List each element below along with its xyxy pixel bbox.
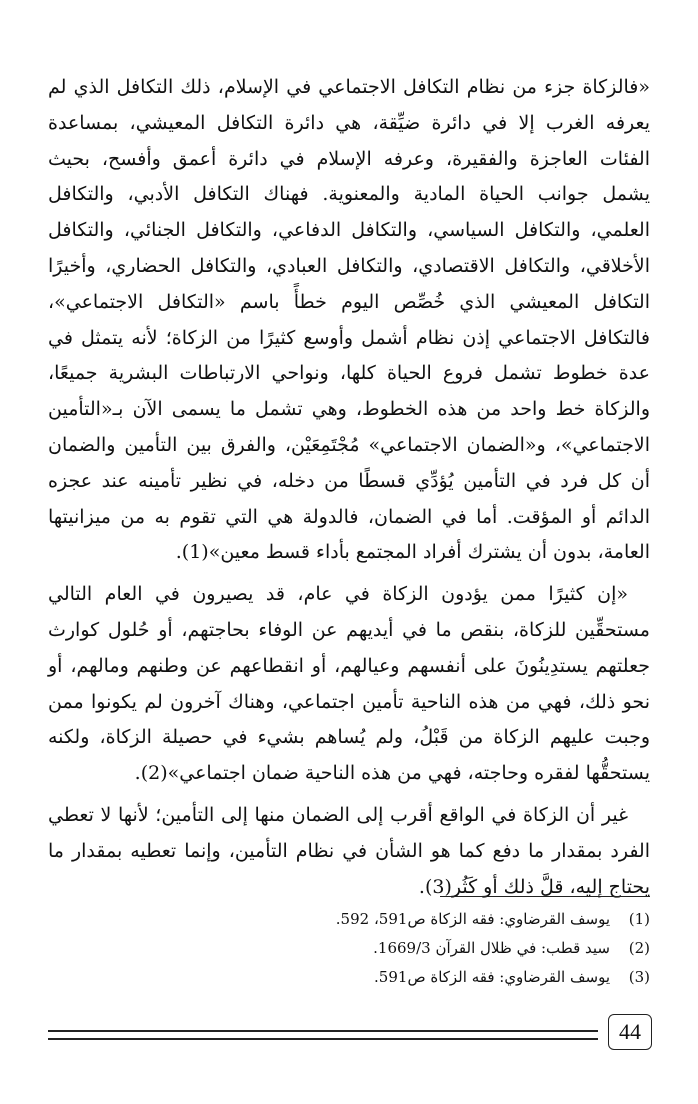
body-paragraph-1: «فالزكاة جزء من نظام التكافل الاجتماعي في الإسلام، ذلك التكافل الذي لم يعرفه الغرب إلا في دائرة ضيِّقة، هي دائرة التكافل المعيشي، بمساعدة الفئات العاجزة والفقيرة، وعرفه الإسلام في دائرة أعمق وأفسح، بحيث يشمل جوانب الحياة المادية والمعنوية. فهناك التكافل الأدبي، والتكافل العلمي، والتكافل السياسي، والتكافل الدفاعي، والتكافل الجنائي، والتكافل الأخلاقي، والتكافل الاقتصادي، والتكافل العبادي، والتكافل الحضاري، وأخيرًا التكافل المعيشي الذي خُصِّص اليوم خطأً باسم «التكافل الاجتماعي»، فالتكافل الاجتماعي إذن نظام أشمل وأوسع كثيرًا من الزكاة؛ لأنه يتمثل في عدة خطوط تشمل فروع الحياة كلها، ونواحي الارتباطات البشرية جميعًا، والزكاة خط واحد من هذه الخطوط، وهي تشمل ما يسمى الآن بـ«التأمين الاجتماعي»، و«الضمان الاجتماعي» مُجْتَمِعَيْن، والفرق بين التأمين والضمان أن كل فرد في التأمين يُؤدِّي قسطًا من دخله، في نظير تأمينه عند عجزه الدائم أو المؤقت. أما في الضمان، فالدولة هي التي تقوم به من ميزانيتها العامة، بدون أن يشترك أفراد المجتمع بأداء قسط معين»(1). xyxy=(48,76,650,564)
footnote-number: (1) xyxy=(628,910,650,928)
footnote-text: يوسف القرضاوي: فقه الزكاة ص591، 592. xyxy=(335,910,610,928)
footnote-1 xyxy=(48,905,650,934)
footnotes xyxy=(48,905,650,992)
footnote-3 xyxy=(48,963,650,992)
footnote-2 xyxy=(48,934,650,963)
footnote-separator xyxy=(440,896,650,897)
footnote-text: سيد قطب: في ظلال القرآن 1669/3. xyxy=(373,939,610,957)
body-paragraph-2: «إن كثيرًا ممن يؤدون الزكاة في عام، قد يصيرون في العام التالي مستحقِّين للزكاة، بنقص ما في أيديهم عن الوفاء بحاجتهم، أو حُلول كوارث جعلتهم يستدِينُونَ على أنفسهم وعيالهم، أو انقطاعهم عن وطنهم ومالهم، أو نحو ذلك، فهي من هذه الناحية تأمين اجتماعي، وهناك آخرون لم يكونوا ممن وجبت عليهم الزكاة من قَبْلُ، ولم يُساهم بشيء في حصيلة الزكاة، ولكنه يستحقُّها لفقره وحاجته، فهي من هذه الناحية ضمان اجتماعي»(2). xyxy=(48,583,650,785)
footnote-number: (3) xyxy=(628,968,650,986)
bottom-double-rule xyxy=(48,1030,598,1040)
page-number: 44 xyxy=(608,1014,652,1050)
footnote-text: يوسف القرضاوي: فقه الزكاة ص591. xyxy=(374,968,610,986)
body-paragraph-3: غير أن الزكاة في الواقع أقرب إلى الضمان منها إلى التأمين؛ لأنها لا تعطي الفرد بمقدار ما دفع كما هو الشأن في نظام التأمين، وإنما تعطيه بمقدار ما يحتاج إليه، قلَّ ذلك أو كَثُر(3). xyxy=(48,803,650,898)
footnote-number: (2) xyxy=(628,939,650,957)
page-body xyxy=(48,70,650,911)
